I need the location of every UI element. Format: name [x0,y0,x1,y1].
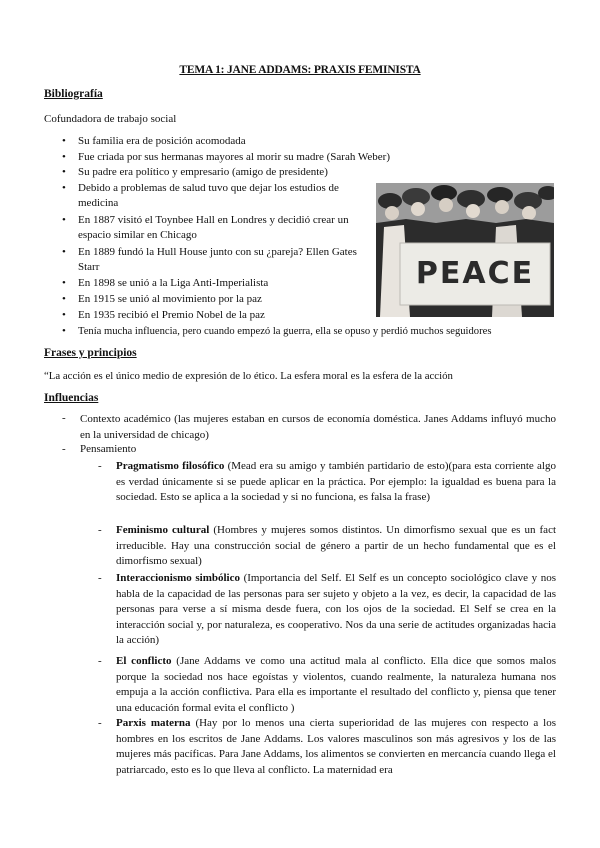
contexto-text: Contexto académico (las mujeres estaban en cursos de economía doméstica. Janes Addams influyó mucho en la universidad de chicago) [80,413,556,441]
document-title: TEMA 1: JANE ADDAMS: PRAXIS FEMINISTA [179,64,421,76]
frases-quote: “La acción es el único medio de expresión de lo ético. La esfera moral es la esfera de la acción [44,370,453,382]
heading-frases: Frases y principios [44,347,137,359]
bibliografia-intro: Cofundadora de trabajo social [44,113,177,125]
conflicto-text: El conflicto (Jane Addams ve como una actitud mala al conflicto. Ella dice que somos malos porque la sociedad nos hace egoístas y violentos, cuando realmente, la naturaleza humana nos empuja a la acción conflictiva. Para ella es importante el resultado del conflicto y, piensa que tener una educación formal evita el conflicto ) [116,655,557,714]
praxis-materna-text: Parxis materna (Hay por lo menos una cierta superioridad de las mujeres con respecto a los hombres en los escritos de Jane Addams. Los valores masculinos son más agresivos y los de las mujeres más pacíficas. Para Jane Addams, los alimentos se convierten en mercancía cuando llega el patriarcado, esto es lo que lleva al conflicto. La maternidad era [116,717,556,776]
feminismo-text: Feminismo cultural (Hombres y mujeres somos distintos. Un dimorfismo sexual que es un fact irreducible. Hay una construcción social de género a partir de un hecho fundamental que es el dimorfismo sexual) [116,524,557,568]
document-page: TEMA 1: JANE ADDAMS: PRAXIS FEMINISTA Bibliografía Cofundadora de trabajo social • Su familia era de posición acomodada • Fue criada por sus hermanas mayores al morir su madre (Sarah Weber) • Su padre era político y empresario (amigo de presidente) • Debido a problemas de salud tuvo que dejar los estudios de medicina • En 1887 visitó el Toynbee Hall en Londres y decidió crear un espacio similar en Chicago • En 1889 fundó la Hull House junto con su ¿pareja? Ellen Gates Starr • En 1898 se unió a la Liga Anti-Imperialista • En 1915 se unió al movimiento por la paz • En 1935 recibió el Premio Nobel de la paz • Tenía mucha influencia, pero cuando empezó la guerra, ella se opuso y perdió muchos seguidores PEACE Frases y principios “La acción es el único medio de expresión de lo ético. La esfera moral es la esfera de la acción Influencias - Contexto académico (las mujeres estaban en cursos de economía doméstica. Janes Addams influyó mucho en la universidad de chicago) - Pensamiento - Pragmatismo filosófico (Mead era su amigo y también partidario de esto)(para esta corriente algo es verdad únicamente si se puede aplicar en la práctica. Por ejemplo: la igualdad es buena para la sociedad. Esto se aplica a la sociedad y si no funciona, es falsa la frase) - Feminismo cultural (Hombres y mujeres somos distintos. Un dimorfismo sexual que es un fact irreducible. Hay una construcción social de género a partir de un hecho fundamental que es el dimorfismo sexual) - Interaccionismo simbólico (Importancia del Self. El Self es un concepto sociológico clave y nos habla de la capacidad de las personas para ser sujeto y objeto a la vez, es decir, la capacidad de las personas para verse a sí misma desde fuera, con los ojos de la sociedad. El Self se crea en la interacción social y, por naturaleza, es cooperativo. Nos da una serie de actitudes organizadas hacia la acción) - El conflicto (Jane Addams ve como una actitud mala al conflicto. Ella dice que somos malos porque la sociedad nos hace egoístas y violentos, cuando realmente, la naturaleza humana nos empuja a la acción conflictiva. Para ella es importante el resultado del conflicto y, piensa que tener una educación formal evita el conflicto ) - Parxis materna (Hay por lo menos una cierta superioridad de las mujeres con respecto a los hombres en los escritos de Jane Addams. Los valores masculinos son más agresivos y los de las mujeres más pacíficas. Para Jane Addams, los alimentos se convierten en mercancía cuando llega el patriarcado, esto es lo que lleva al conflicto. La maternidad era [0,0,600,848]
pragmatismo-text: Pragmatismo filosófico (Mead era su amigo y también partidario de esto)(para esta corriente algo es verdad únicamente si se puede aplicar en la práctica. Por ejemplo: la igualdad es buena para la sociedad. Esto se aplica a la sociedad y si no funciona, es falsa la frase) [116,460,556,504]
heading-influencias: Influencias [44,392,99,404]
peace-sign-text: PEACE [415,256,535,291]
interaccionismo-text: Interaccionismo simbólico (Importancia del Self. El Self es un concepto sociológico clave y nos habla de la capacidad de las personas para ser sujeto y objeto a la vez, es decir, la capacidad de las personas para verse a sí misma desde fuera, con los ojos de la sociedad. El Self se crea en la interacción social y, por naturaleza, es cooperativo. Nos da una serie de actitudes organizadas hacia la acción) [116,572,556,647]
pensamiento-label: Pensamiento [80,443,137,455]
heading-bibliografia: Bibliografía [44,88,103,100]
peace-march-photo [376,183,554,317]
